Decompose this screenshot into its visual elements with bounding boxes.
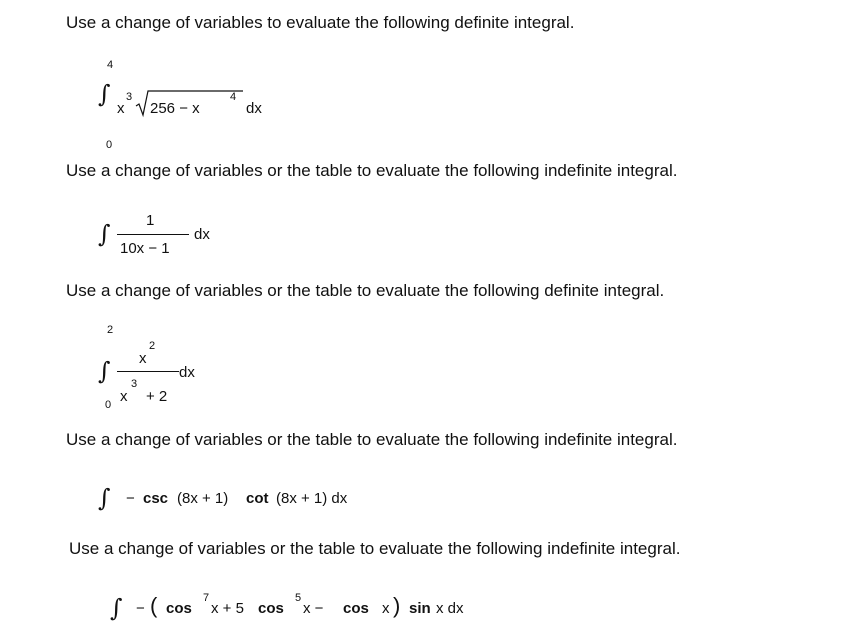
right-paren: ) (393, 593, 401, 618)
radicand: 256 − x (150, 100, 200, 117)
integrand-x: x (117, 100, 125, 117)
numerator-base: x (139, 350, 147, 367)
denominator-base: x (120, 388, 128, 405)
denominator: 10x − 1 (120, 240, 170, 257)
differential: dx (246, 100, 262, 117)
upper-limit: 2 (107, 324, 114, 336)
cot-function: cot (246, 490, 269, 507)
differential: dx (179, 364, 195, 381)
cos-function: cos (166, 600, 192, 617)
fraction-bar (117, 234, 189, 235)
exponent: 3 (126, 91, 133, 103)
term: x dx (436, 600, 464, 617)
instruction-3: Use a change of variables or the table to evaluate the following definite integral. (66, 281, 665, 300)
integral-sign: ∫ (98, 357, 111, 385)
csc-argument: (8x + 1) (177, 490, 229, 507)
lower-limit: 0 (106, 139, 113, 151)
instruction-5: Use a change of variables or the table to evaluate the following indefinite integral. (69, 539, 681, 558)
denominator-exponent: 3 (131, 378, 138, 390)
cos-function: cos (258, 600, 284, 617)
minus-sign: − (126, 490, 135, 507)
denominator-rest: + 2 (146, 388, 168, 405)
exponent: 7 (203, 592, 210, 604)
left-paren: ( (150, 593, 158, 618)
exponent: 4 (230, 91, 237, 103)
differential: dx (194, 226, 210, 243)
instruction-4: Use a change of variables or the table to evaluate the following indefinite integral. (66, 430, 678, 449)
sin-function: sin (409, 600, 431, 617)
term: x (382, 600, 390, 617)
numerator-exponent: 2 (149, 340, 156, 352)
exponent: 5 (295, 592, 302, 604)
instruction-2: Use a change of variables or the table to evaluate the following indefinite integral. (66, 161, 678, 180)
upper-limit: 4 (107, 59, 114, 71)
term: x + 5 (211, 600, 244, 617)
term: x − (303, 600, 324, 617)
csc-function: csc (143, 490, 169, 507)
integral-sign: ∫ (98, 484, 111, 512)
cos-function: cos (343, 600, 369, 617)
lower-limit: 0 (105, 399, 112, 411)
integral-sign: ∫ (98, 220, 111, 248)
cot-argument: (8x + 1) dx (276, 490, 348, 507)
integral-sign: ∫ (98, 80, 111, 108)
instruction-1: Use a change of variables to evaluate the following definite integral. (66, 13, 575, 32)
numerator: 1 (146, 212, 155, 229)
integral-sign: ∫ (110, 594, 123, 622)
minus-sign: − (136, 600, 145, 617)
fraction-bar (117, 371, 179, 372)
